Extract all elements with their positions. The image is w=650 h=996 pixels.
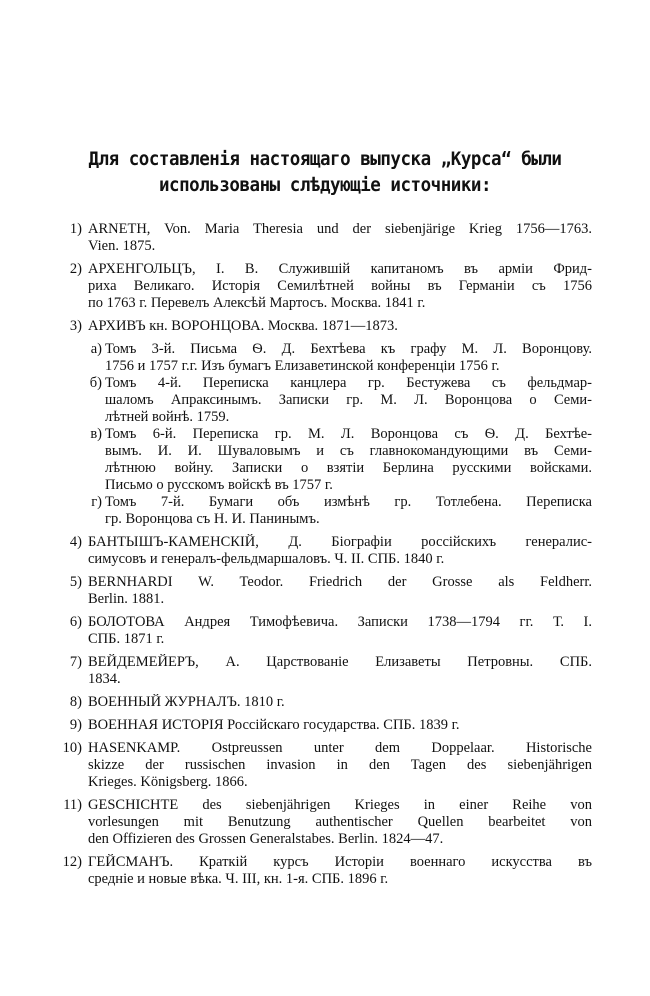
source-line: лѣтней войнѣ. 1759.: [105, 409, 230, 425]
source-text: [88, 221, 592, 255]
source-line: BERNHARDI W. Teodor. Friedrich der Grosse als Feldherr.: [88, 574, 592, 590]
source-line: симусовъ и генералъ-фельдмаршаловъ. Ч. II. СПБ. 1840 г.: [88, 551, 445, 567]
source-text: [105, 375, 592, 426]
source-line: Томъ 7-й. Бумаги объ измѣнѣ гр. Тотлебена. Переписка: [105, 494, 592, 510]
source-item: [0, 318, 650, 335]
source-text: [88, 797, 592, 848]
heading-line-2: использованы слѣдующіе источники:: [158, 174, 492, 196]
source-line: Vien. 1875.: [88, 238, 156, 254]
source-number: 9): [69, 717, 82, 733]
source-item: [0, 261, 650, 312]
source-line: GESCHICHTE des siebenjährigen Krieges in einer Reihe von: [88, 797, 592, 813]
source-line: ВЕЙДЕМЕЙЕРЪ, А. Царствованіе Елизаветы Петровны. СПБ.: [88, 654, 592, 670]
source-line: Томъ 4-й. Переписка канцлера гр. Бестужева съ фельдмар-: [105, 375, 592, 391]
source-text: [88, 318, 592, 335]
source-number: 3): [69, 318, 82, 334]
source-line: гр. Воронцова съ Н. И. Панинымъ.: [105, 511, 320, 527]
source-line: vorlesungen mit Benutzung authentischer Quellen bearbeitet von: [88, 814, 592, 830]
source-item: [0, 574, 650, 608]
source-item: [0, 654, 650, 688]
source-line: СПБ. 1871 г.: [88, 631, 165, 647]
source-number: в): [90, 426, 102, 442]
source-number: б): [89, 375, 102, 391]
source-item: [0, 717, 650, 734]
source-line: 1756 и 1757 г.г. Изъ бумагъ Елизаветинской конференціи 1756 г.: [105, 358, 500, 374]
source-line: ГЕЙСМАНЪ. Краткій курсъ Исторіи военнаго искусства въ: [88, 854, 592, 870]
source-item: [0, 694, 650, 711]
source-line: skizze der russischen invasion in den Tagen des siebenjährigen: [88, 757, 592, 773]
source-line: 1834.: [88, 671, 121, 687]
source-number: 12): [62, 854, 82, 870]
source-text: [88, 574, 592, 608]
source-text: [88, 854, 592, 888]
source-text: [88, 717, 592, 734]
source-line: Томъ 3-й. Письма Ѳ. Д. Бехтѣева къ графу М. Л. Воронцову.: [105, 341, 592, 357]
source-text: [88, 261, 592, 312]
source-line: АРХИВЪ кн. ВОРОНЦОВА. Москва. 1871—1873.: [88, 318, 398, 334]
source-line: ВОЕННЫЙ ЖУРНАЛЪ. 1810 г.: [88, 694, 285, 710]
source-text: [105, 341, 592, 375]
sub-source-item: [0, 341, 650, 375]
source-text: [88, 654, 592, 688]
source-line: Томъ 6-й. Переписка гр. М. Л. Воронцова съ Ѳ. Д. Бехтѣе-: [105, 426, 592, 442]
source-number: 4): [69, 534, 82, 550]
source-line: вымъ. И. И. Шуваловымъ и съ главнокомандующими въ Семи-: [105, 443, 592, 459]
source-text: [88, 614, 592, 648]
source-number: 6): [69, 614, 82, 630]
source-item: [0, 740, 650, 791]
sub-source-item: [0, 494, 650, 528]
source-line: ВОЕННАЯ ИСТОРІЯ Россійскаго государства. СПБ. 1839 г.: [88, 717, 460, 733]
source-item: [0, 614, 650, 648]
source-number: а): [90, 341, 102, 357]
source-line: ARNETH, Von. Maria Theresia und der siebenjärige Krieg 1756—1763.: [88, 221, 592, 237]
source-text: [105, 426, 592, 494]
source-line: Письмо о русскомъ войскѣ въ 1757 г.: [105, 477, 333, 493]
source-text: [88, 534, 592, 568]
source-line: по 1763 г. Перевелъ Алексѣй Мартосъ. Москва. 1841 г.: [88, 295, 426, 311]
source-number: 7): [69, 654, 82, 670]
source-number: 10): [62, 740, 82, 756]
source-line: Berlin. 1881.: [88, 591, 165, 607]
source-line: средніе и новые вѣка. Ч. III, кн. 1-я. СПБ. 1896 г.: [88, 871, 389, 887]
source-line: den Offizieren des Grossen Generalstabes. Berlin. 1824—47.: [88, 831, 444, 847]
sub-source-item: [0, 426, 650, 494]
source-text: [88, 694, 592, 711]
source-line: риха Великаго. Исторія Семилѣтней войны въ Германіи съ 1756: [88, 278, 592, 294]
sources-list: [0, 221, 650, 894]
source-line: шаломъ Апраксинымъ. Записки гр. М. Л. Воронцова о Семи-: [105, 392, 592, 408]
source-text: [105, 494, 592, 528]
source-line: лѣтнюю войну. Записки о взятіи Берлина русскими войсками.: [105, 460, 592, 476]
source-line: АРХЕНГОЛЬЦЪ, I. В. Служившій капитаномъ въ арміи Фрид-: [88, 261, 592, 277]
source-line: БАНТЫШЪ-КАМЕНСКІЙ, Д. Біографіи россійскихъ генералис-: [88, 534, 592, 550]
source-text: [88, 740, 592, 791]
source-number: 2): [69, 261, 82, 277]
source-number: 11): [63, 797, 82, 813]
source-number: 8): [69, 694, 82, 710]
source-item: [0, 797, 650, 848]
sub-source-item: [0, 375, 650, 426]
source-item: [0, 221, 650, 255]
source-number: 1): [69, 221, 82, 237]
source-item: [0, 534, 650, 568]
source-number: г): [91, 494, 102, 510]
source-number: 5): [69, 574, 82, 590]
source-line: Krieges. Königsberg. 1866.: [88, 774, 248, 790]
source-line: БОЛОТОВА Андрея Тимофѣевича. Записки 1738—1794 гг. Т. I.: [88, 614, 592, 630]
heading-line-1: Для составленія настоящаго выпуска „Курса“ были: [88, 148, 562, 170]
source-line: HASENKAMP. Ostpreussen unter dem Doppelaar. Historische: [88, 740, 592, 756]
source-item: [0, 854, 650, 888]
